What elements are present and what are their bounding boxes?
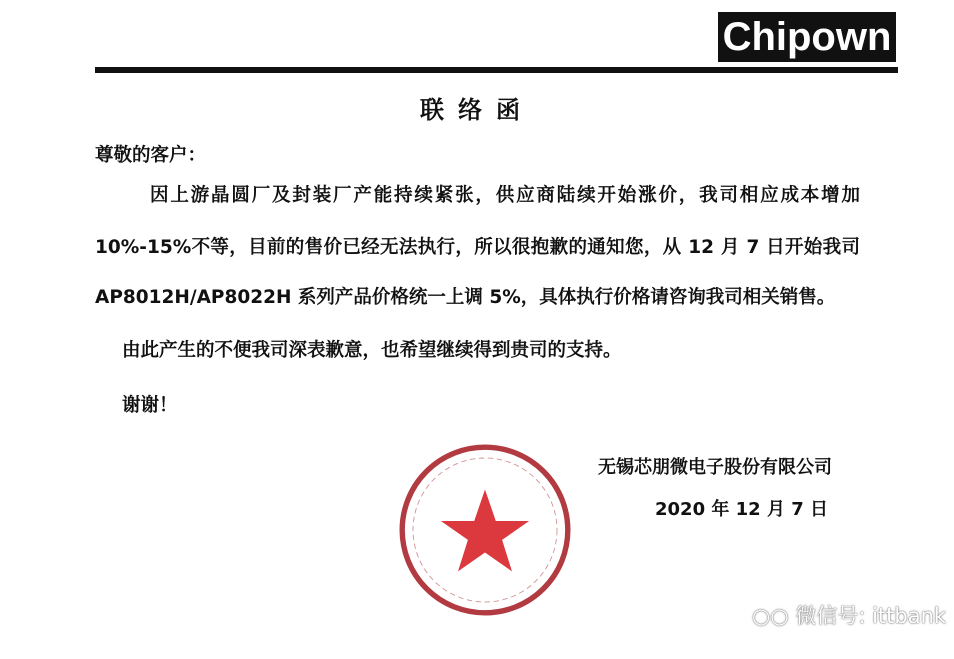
signature-date: 2020 年 12 月 7 日: [655, 499, 829, 520]
header-divider: [95, 67, 898, 73]
document-title: 联络函: [420, 96, 534, 124]
seal-star-icon: [441, 490, 529, 572]
body-line-3: AP8012H/AP8022H 系列产品价格统一上调 5%，具体执行价格请咨询我司相关销售。: [95, 287, 836, 308]
chipown-logo: Chipown: [718, 12, 896, 62]
apology-text: 由此产生的不便我司深表歉意，也希望继续得到贵司的支持。: [122, 340, 622, 361]
watermark-text: 微信号: ittbank: [795, 604, 947, 628]
thanks-text: 谢谢！: [122, 395, 178, 416]
body-line-1: 因上游晶圆厂及封装厂产能持续紧张，供应商陆续开始涨价，我司相应成本增加: [150, 185, 860, 206]
watermark: [752, 600, 946, 630]
salutation: 尊敬的客户：: [95, 145, 207, 166]
company-seal: [395, 440, 575, 620]
signature-company: 无锡芯朋微电子股份有限公司: [598, 457, 832, 478]
wechat-icon: ○○: [752, 604, 789, 628]
body-line-2: 10%-15%不等，目前的售价已经无法执行，所以很抱歉的通知您，从 12 月 7 日开始我司: [95, 237, 860, 258]
